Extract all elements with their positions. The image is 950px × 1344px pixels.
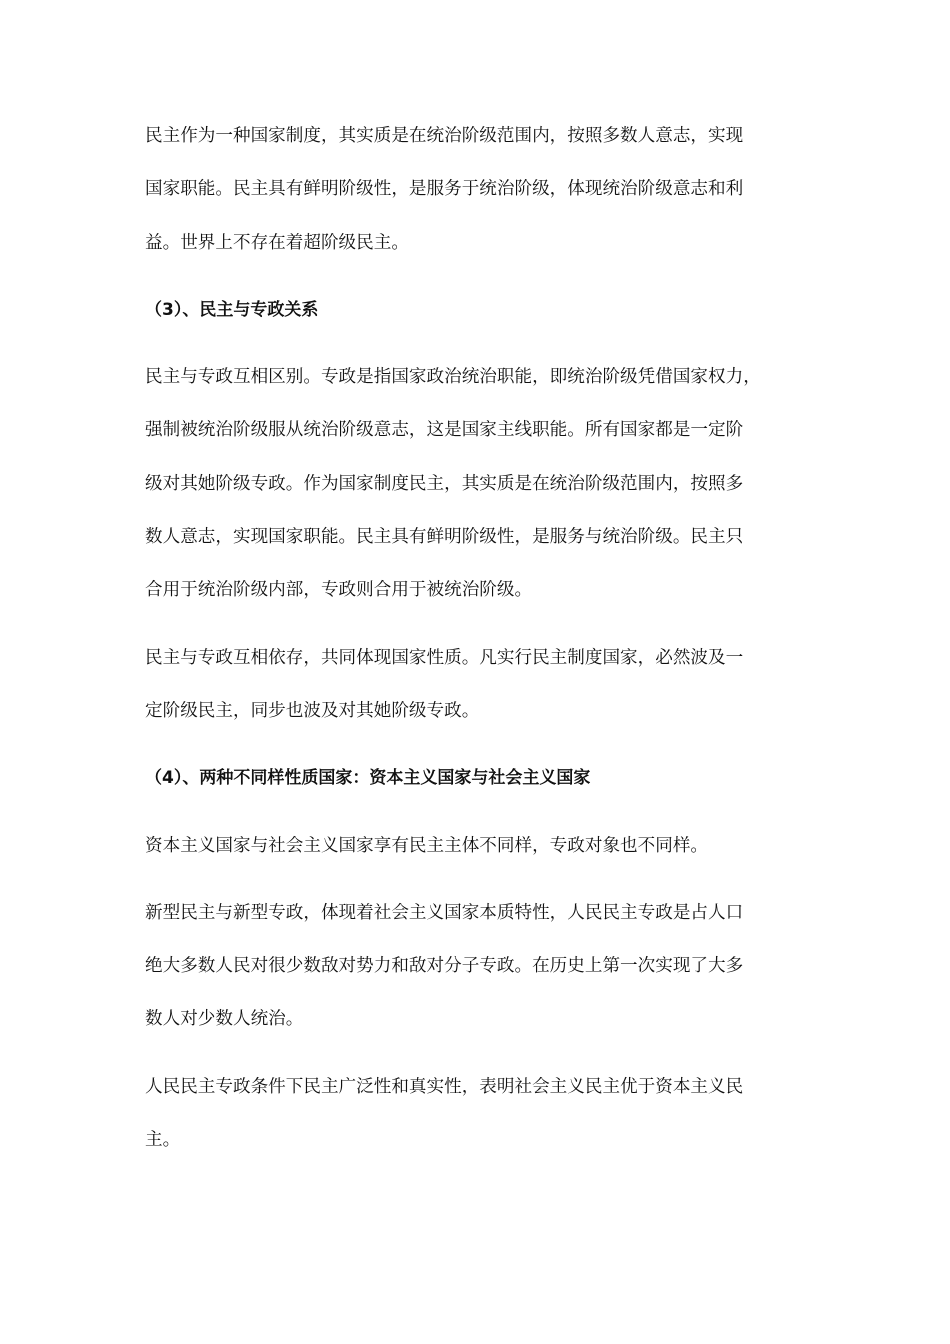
paragraph-new-democracy	[145, 887, 807, 1047]
text-line: 人民民主专政条件下民主广泛性和真实性，表明社会主义民主优于资本主义民	[145, 1076, 744, 1097]
text-line: 强制被统治阶级服从统治阶级意志，这是国家主线职能。所有国家都是一定阶	[145, 420, 744, 441]
text-line: 民主作为一种国家制度，其实质是在统治阶级范围内，按照多数人意志，实现	[145, 126, 744, 146]
section-heading-3: （3）、民主与专政关系	[145, 299, 319, 320]
text-line: 资本主义国家与社会主义国家享有民主主体不同样，专政对象也不同样。	[145, 835, 709, 856]
text-line: 数人对少数人统治。	[145, 1009, 304, 1030]
text-line: 民主与专政互相区别。专政是指国家政治统治职能，即统治阶级凭借国家权力，	[145, 367, 761, 388]
text-line: 民主与专政互相依存，共同体现国家性质。凡实行民主制度国家，必然波及一	[145, 647, 744, 668]
text-line: 新型民主与新型专政，体现着社会主义国家本质特性，人民民主专政是占人口	[145, 902, 744, 923]
text-line: 主。	[145, 1130, 181, 1151]
text-line: 级对其她阶级专政。作为国家制度民主，其实质是在统治阶级范围内，按照多	[145, 473, 744, 494]
paragraph-socialist-democracy-superiority	[145, 1061, 807, 1168]
paragraph-democracy-definition	[145, 110, 807, 270]
paragraph-democracy-dictatorship-difference	[145, 351, 807, 617]
paragraph-state-comparison	[145, 820, 807, 873]
document-body	[145, 110, 807, 1167]
section-heading-4: （4）、两种不同样性质国家：资本主义国家与社会主义国家	[145, 768, 591, 789]
text-line: 数人意志，实现国家职能。民主具有鲜明阶级性，是服务与统治阶级。民主只	[145, 527, 744, 548]
text-line: 合用于统治阶级内部，专政则合用于被统治阶级。	[145, 580, 533, 601]
text-line: 绝大多数人民对很少数敌对势力和敌对分子专政。在历史上第一次实现了大多	[145, 956, 744, 977]
text-line: 益。世界上不存在着超阶级民主。	[145, 232, 409, 253]
text-line: 定阶级民主，同步也波及对其她阶级专政。	[145, 700, 480, 721]
text-line: 国家职能。民主具有鲜明阶级性，是服务于统治阶级，体现统治阶级意志和利	[145, 179, 744, 200]
paragraph-democracy-dictatorship-interdependence	[145, 632, 807, 739]
